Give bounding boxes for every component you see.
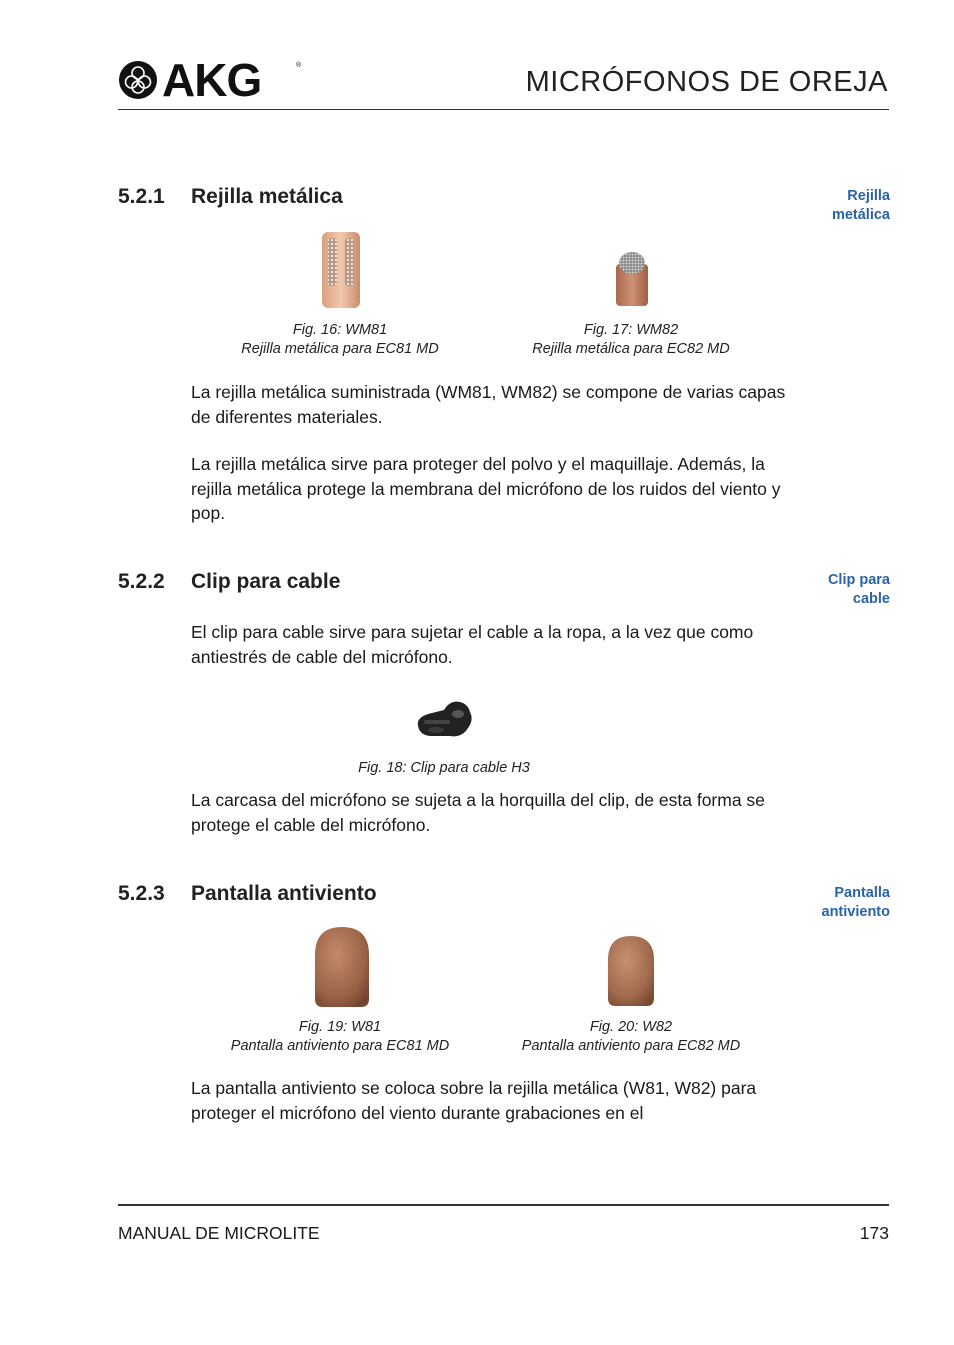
logo-text: AKG — [162, 54, 262, 106]
section-number: 5.2.2 — [118, 570, 165, 593]
figure-caption-20: Fig. 20: W82 Pantalla antiviento para EC82 MD — [521, 1019, 741, 1054]
wm82-image — [613, 250, 651, 308]
page-number: 173 — [859, 1223, 889, 1243]
side-label-rejilla: Rejilla metálica — [831, 188, 890, 223]
section-heading-pantalla — [118, 882, 377, 906]
paragraph: La pantalla antiviento se coloca sobre la rejilla metálica (W81, W82) para proteger el micrófono del viento durante grabaciones en el — [191, 1078, 757, 1123]
figure-caption-16: Fig. 16: WM81 Rejilla metálica para EC81 MD — [241, 322, 439, 357]
paragraph: El clip para cable sirve para sujetar el cable a la ropa, a la vez que como antiestrés de cable del micrófono. — [191, 622, 754, 667]
section-title: Pantalla antiviento — [191, 882, 377, 905]
section-heading-rejilla — [118, 185, 343, 209]
h3-clip-image — [414, 696, 476, 742]
w81-image — [311, 925, 373, 1009]
figure-caption-18: Fig. 18: Clip para cable H3 — [358, 760, 530, 776]
side-label-clip: Clip para cable — [827, 572, 890, 607]
akg-flower-icon — [118, 60, 158, 100]
akg-logo — [118, 54, 302, 106]
footer-rule — [118, 1204, 889, 1206]
paragraph: La carcasa del micrófono se sujeta a la horquilla del clip, de esta forma se protege el cable del micrófono. — [191, 790, 765, 835]
side-label-pantalla: Pantalla antiviento — [821, 885, 890, 920]
section-number: 5.2.1 — [118, 185, 165, 208]
w82-image — [605, 934, 657, 1008]
wm81-image — [318, 230, 364, 310]
page-title: MICRÓFONOS DE OREJA — [525, 66, 888, 98]
section-number: 5.2.3 — [118, 882, 165, 905]
section-title: Clip para cable — [191, 570, 341, 593]
header-rule — [118, 109, 889, 110]
footer-manual-title: MANUAL DE MICROLITE — [118, 1223, 320, 1243]
figure-caption-19: Fig. 19: W81 Pantalla antiviento para EC81 MD — [230, 1019, 450, 1054]
figure-caption-17: Fig. 17: WM82 Rejilla metálica para EC82 MD — [532, 322, 730, 357]
section-title: Rejilla metálica — [191, 185, 343, 208]
section-heading-clip — [118, 570, 340, 594]
paragraph: La rejilla metálica sirve para proteger del polvo y el maquillaje. Además, la rejilla metálica protege la membrana del micrófono de los ruidos del viento y pop. — [191, 454, 781, 523]
paragraph: La rejilla metálica suministrada (WM81, WM82) se compone de varias capas de diferentes materiales. — [191, 382, 786, 427]
registered-mark: ® — [296, 62, 302, 69]
